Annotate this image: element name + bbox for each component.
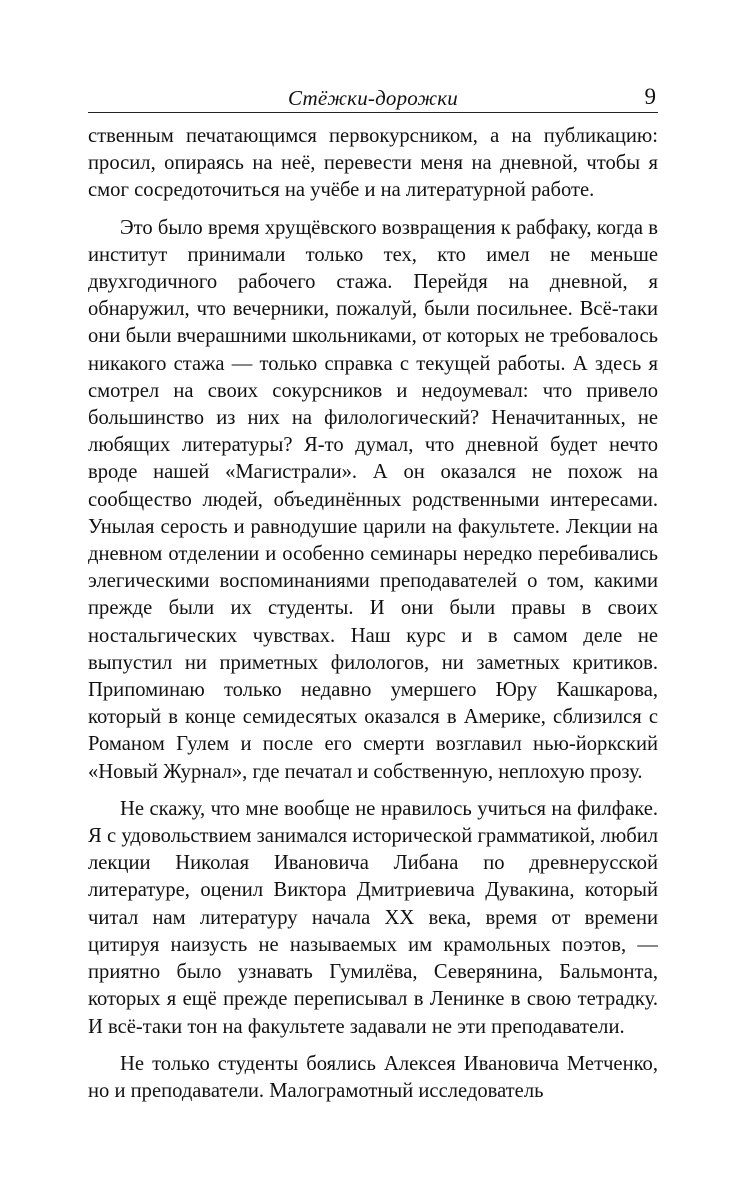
paragraph: Это было время хрущёвского возвращения к рабфаку, когда в институт принимали только тех, кто имел не меньше двухгодичного рабочего стажа. Перейдя на дневной, я обнаружил, что вечерники, пожалуй, были посильнее. Всё-таки они были вчерашними школьниками, от которых не требовалось никакого стажа — только справка с текущей работы. А здесь я смотрел на своих сокурсников и недоумевал: что привело большинство из них на филологический? Неначитанных, не любящих литературы? Я-то думал, что дневной будет нечто вроде нашей «Магистрали». А он оказался не похож на сообщество людей, объединённых родственными интересами. Унылая серость и равнодушие царили на факультете. Лекции на дневном отделении и особенно семинары нередко перебивались элегическими воспоминаниями преподавателей о том, какими прежде были их студенты. И они были правы в своих ностальгических чувствах. Наш курс и в самом деле не выпустил ни приметных филологов, ни заметных критиков. Припоминаю только недавно умершего Юру Кашкарова, который в конце семидесятых оказался в Америке, сблизился с Романом Гулем и после его смерти возглавил нью-йоркский «Новый Журнал», где печатал и собственную, неплохую прозу. <box>88 216 658 783</box>
paragraph-continuation: ственным печатающимся первокурсником, а на публикацию: просил, опираясь на неё, перевести меня на дневной, чтобы я смог сосредоточиться на учёбе и на литературной работе. <box>88 125 658 202</box>
page-number: 9 <box>644 84 656 109</box>
running-header <box>88 84 658 113</box>
paragraph: Не скажу, что мне вообще не нравилось учиться на филфаке. Я с удовольствием занимался исторической грамматикой, любил лекции Николая Ивановича Либана по древнерусской литературе, оценил Виктора Дмитриевича Дувакина, который читал нам литературу начала XX века, время от времени цитируя наизусть не называемых им крамольных поэтов, — приятно было узнавать Гумилёва, Северянина, Бальмонта, которых я ещё прежде переписывал в Ленинке в свою тетрадку. И всё-таки тон на факультете задавали не эти преподаватели. <box>88 797 658 1038</box>
book-page <box>88 84 658 1105</box>
paragraph: Не только студенты боялись Алексея Ивановича Метченко, но и преподаватели. Малограмотный исследователь <box>88 1052 658 1102</box>
body-text <box>88 123 658 1105</box>
running-title: Стёжки-дорожки <box>288 86 458 110</box>
